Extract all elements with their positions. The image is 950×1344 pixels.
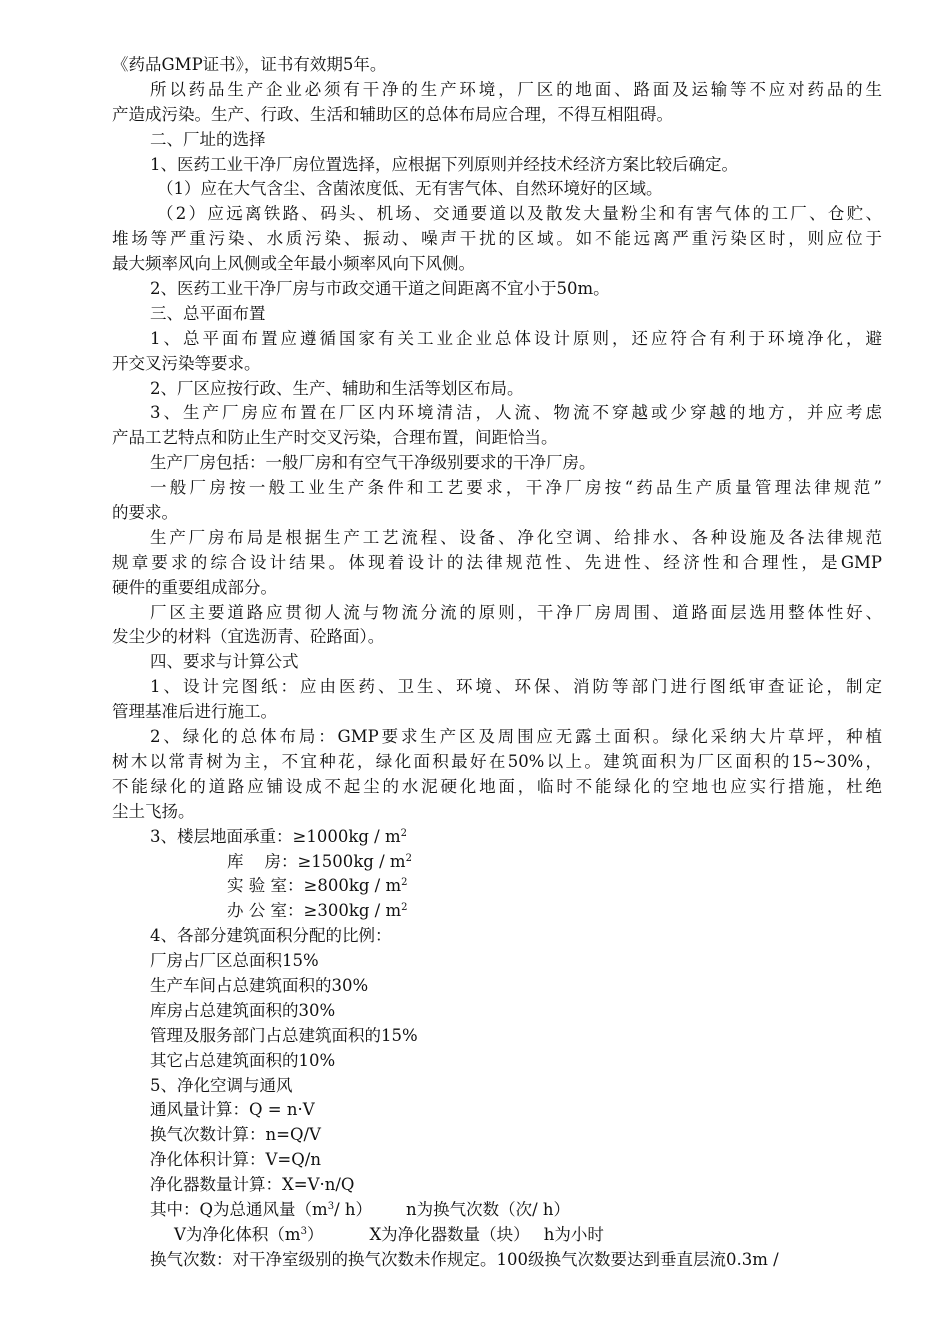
text-line: 开交叉污染等要求。 (112, 353, 261, 373)
load-intro: 3、楼层地面承重： (150, 826, 293, 846)
text-line: 树木以常青树为主，不宜种花，绿化面积最好在50%以上。建筑面积为厂区面积的15~30%， (112, 751, 882, 771)
text-line: 三、总平面布置 (150, 303, 266, 323)
text-line: 生产厂房包括：一般厂房和有空气干净级别要求的干净厂房。 (150, 453, 596, 473)
legend-x: X为净化器数量（块） (369, 1224, 530, 1244)
ratio-item: 管理及服务部门占总建筑面积的15% (150, 1025, 418, 1045)
load-unit: kg / $m^2$ (348, 876, 408, 896)
text-line: 1、医药工业干净厂房位置选择，应根据下列原则并经技术经济方案比较后确定。 (150, 154, 738, 174)
text-line: 《药品GMP证书》，证书有效期5年。 (112, 55, 387, 74)
hvac-heading: 5、净化空调与通风 (150, 1075, 293, 1095)
load-row-0-value: ≥1000 (292, 826, 349, 846)
ratio-item: 库房占总建筑面积的30% (150, 1000, 336, 1020)
text-line: 3、生产厂房应布置在厂区内环境清洁，人流、物流不穿越或少穿越的地方，并应考虑 (150, 403, 882, 423)
text-line: 二、厂址的选择 (150, 129, 266, 149)
text-line: 产品工艺特点和防止生产时交叉污染，合理布置，间距恰当。 (112, 428, 558, 448)
legend-n: n为换气次数（次/ h） (406, 1199, 571, 1219)
text-line: 一般厂房按一般工业生产条件和工艺要求，干净厂房按“药品生产质量管理法律规范” (150, 478, 882, 498)
load-row-1-label: 库 房： (227, 851, 298, 871)
text-line: 产造成污染。生产、行政、生活和辅助区的总体布局应合理，不得互相阻碍。 (112, 104, 673, 124)
text-line: 管理基准后进行施工。 (112, 702, 277, 722)
text-line: 所以药品生产企业必须有干净的生产环境，厂区的地面、路面及运输等不应对药品的生 (150, 79, 882, 99)
formula-line: 通风量计算：Q = n·V (150, 1100, 315, 1120)
text-line: 规章要求的综合设计结果。体现着设计的法律规范性、先进性、经济性和合理性，是GMP (112, 552, 882, 572)
ratio-item: 厂房占厂区总面积15% (150, 951, 319, 971)
legend-v: V为净化体积（m (174, 1224, 301, 1244)
unit-exponent: 2 (401, 877, 408, 889)
ratio-item: 生产车间占总建筑面积的30% (150, 975, 369, 995)
text-line: 不能绿化的道路应铺设成不起尘的水泥硬化地面，临时不能绿化的空地也应实行措施，杜绝 (112, 776, 882, 796)
text-line: 厂区主要道路应贯彻人流与物流分流的原则，干净厂房周围、道路面层选用整体性好、 (150, 602, 882, 622)
paragraph-block (112, 53, 882, 825)
text-line: 硬件的重要组成部分。 (112, 577, 277, 597)
load-row-3-label: 办 公 室： (227, 901, 304, 921)
formula-line: 换气次数计算：n=Q/V (150, 1125, 321, 1145)
text-line: 生产厂房布局是根据生产工艺流程、设备、净化空调、给排水、各种设施及各法律规范 (150, 527, 882, 547)
legend-h: h为小时 (543, 1224, 604, 1244)
text-line: 的要求。 (112, 503, 178, 523)
text-line: （1）应在大气含尘、含菌浓度低、无有害气体、自然环境好的区域。 (157, 179, 663, 199)
ratio-item: 其它占总建筑面积的10% (150, 1050, 336, 1070)
text-line: 1、设计完图纸：应由医药、卫生、环境、环保、消防等部门进行图纸审查证论，制定 (150, 677, 882, 697)
load-row (112, 874, 882, 899)
load-row-3-value: ≥300 (303, 901, 349, 921)
text-line: 最大频率风向上风侧或全年最小频率风向下风侧。 (112, 254, 475, 274)
unit-exponent: 2 (405, 852, 412, 864)
ratio-heading: 4、各部分建筑面积分配的比例： (150, 926, 392, 946)
load-row-1-value: ≥1500 (297, 851, 354, 871)
document-body (112, 53, 882, 1273)
load-row (112, 899, 882, 924)
text-line: 2、绿化的总体布局：GMP要求生产区及周围应无露土面积。绿化采纳大片草坪，种植 (150, 727, 882, 747)
unit-exponent: 2 (400, 827, 407, 839)
load-heading (112, 825, 882, 850)
formula-line: 净化体积计算：V=Q/n (150, 1150, 321, 1170)
unit-exponent: 2 (401, 902, 408, 914)
load-unit: kg / $m^2$ (348, 901, 408, 921)
load-row (112, 850, 882, 875)
text-line: 堆场等严重污染、水质污染、振动、噪声干扰的区域。如不能远离严重污染区时，则应位于 (112, 229, 882, 249)
text-line: 1、总平面布置应遵循国家有关工业企业总体设计原则，还应符合有利于环境净化，避 (150, 328, 882, 348)
legend-q-exp: 3 (327, 1200, 335, 1212)
last-line: 换气次数：对干净室级别的换气次数未作规定。100级换气次数要达到垂直层流0.3m / (150, 1249, 779, 1269)
legend-v-exp: 3 (300, 1225, 307, 1237)
load-row-2-value: ≥800 (303, 876, 349, 896)
text-line: （2）应远离铁路、码头、机场、交通要道以及散发大量粉尘和有害气体的工厂、仓贮、 (157, 204, 882, 224)
load-unit: kg / $m^2$ (348, 826, 407, 846)
text-line: 四、要求与计算公式 (150, 652, 299, 672)
text-line: 尘土飞扬。 (112, 801, 195, 821)
formula-line: 净化器数量计算：X=V·n/Q (150, 1175, 355, 1195)
load-unit: kg / $m^2$ (353, 851, 412, 871)
text-line: 发尘少的材料（宜选沥青、砼路面）。 (112, 627, 385, 647)
legend-q-unit: / h） (334, 1199, 372, 1219)
text-line: 2、厂区应按行政、生产、辅助和生活等划区布局。 (150, 378, 524, 398)
legend-v-unit: ） (306, 1224, 324, 1244)
legend-line (112, 1198, 882, 1223)
legend-line (112, 1223, 882, 1248)
load-row-2-label: 实 验 室： (227, 876, 304, 896)
text-line: 2、医药工业干净厂房与市政交通干道之间距离不宜小于50m。 (150, 279, 610, 299)
legend-q: 其中：Q为总通风量（m (150, 1199, 328, 1219)
